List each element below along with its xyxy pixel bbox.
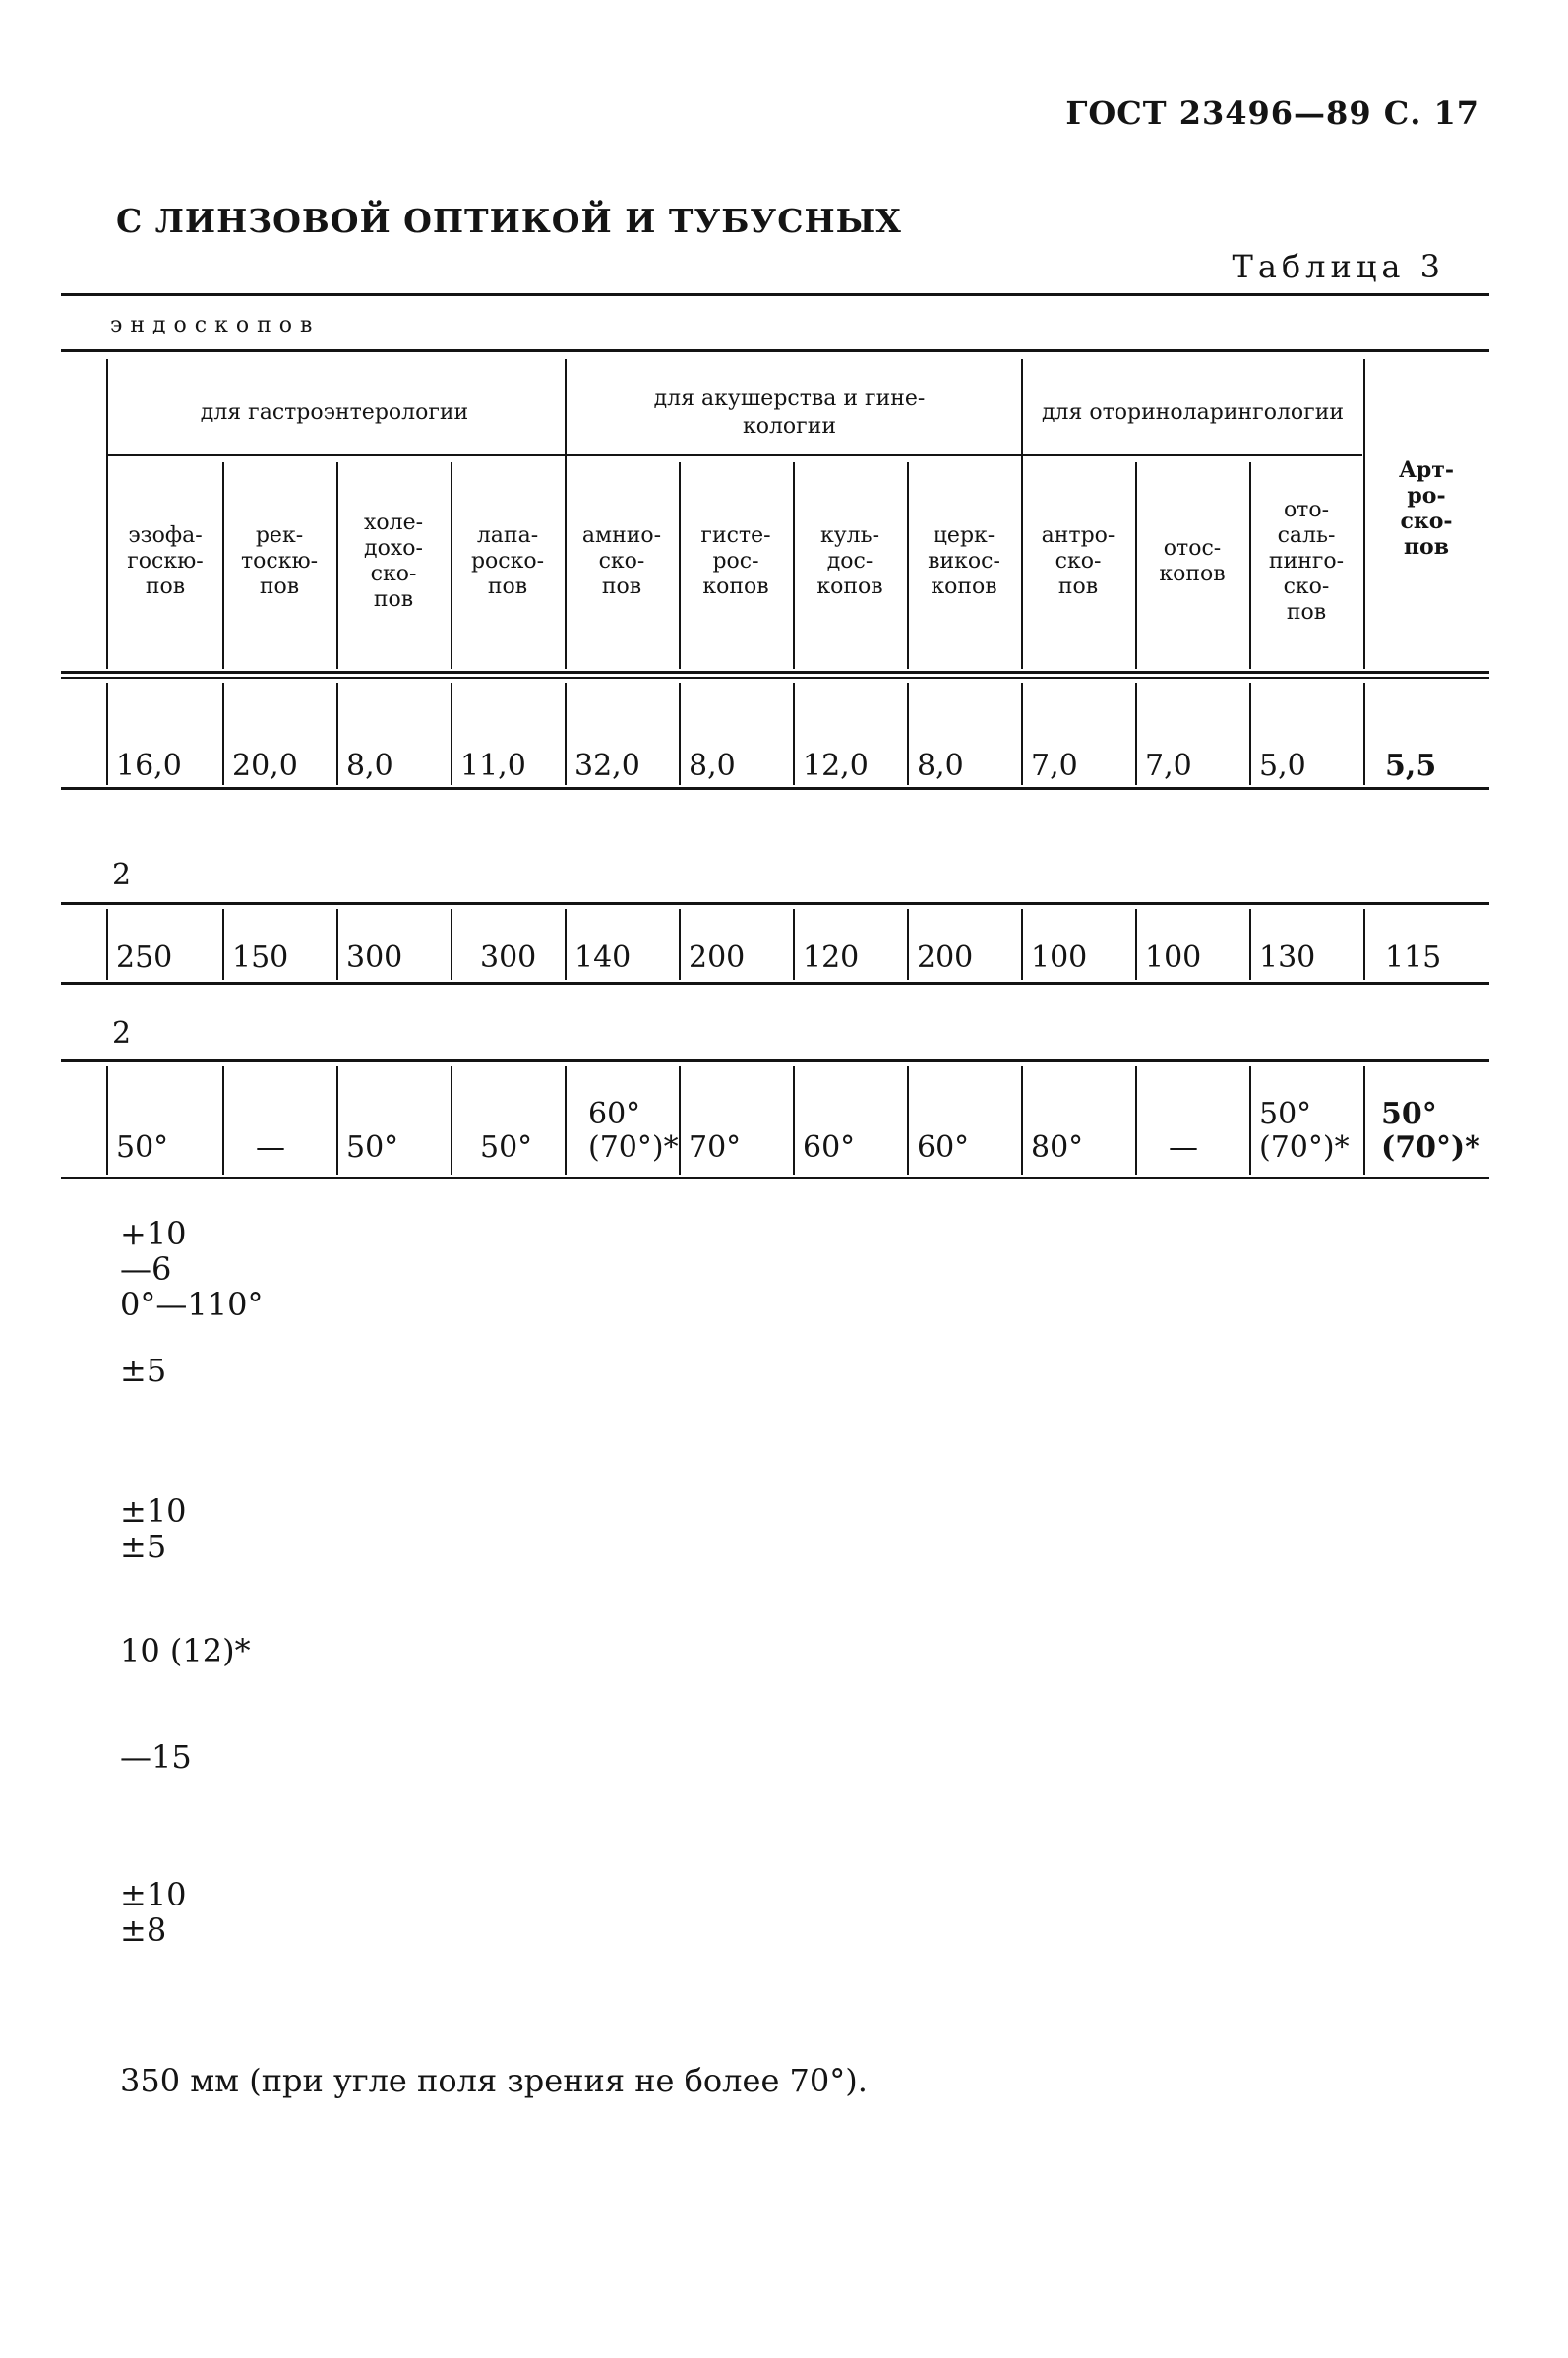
col-header-4: лапа- роско- пов bbox=[470, 523, 545, 599]
group-header-ent: для оториноларингологии bbox=[1041, 400, 1345, 425]
row2-vline bbox=[451, 909, 452, 980]
col-header-10: отос- копов bbox=[1159, 536, 1226, 586]
row-number: 2 bbox=[112, 858, 132, 892]
col-header-7: куль- дос- копов bbox=[816, 523, 883, 599]
table-cell: 32,0 bbox=[574, 749, 640, 783]
header-vline bbox=[679, 462, 681, 669]
row1-bottom-rule bbox=[61, 787, 1489, 790]
table-cell: 150 bbox=[232, 940, 289, 975]
row2-bottom-rule bbox=[61, 982, 1489, 985]
note-value-5: —15 bbox=[120, 1738, 192, 1776]
table-cell: — bbox=[256, 1130, 285, 1165]
table-cell: 7,0 bbox=[1031, 749, 1078, 783]
table-cell: 60° bbox=[917, 1130, 970, 1165]
table-cell: 12,0 bbox=[803, 749, 869, 783]
table-cell: 80° bbox=[1031, 1130, 1084, 1165]
table-cell: 250 bbox=[116, 940, 173, 975]
row3-vline bbox=[1135, 1066, 1137, 1175]
table-cell: 60° (70°)* bbox=[588, 1097, 679, 1165]
table-cell: 140 bbox=[574, 940, 632, 975]
header-bottom-rule bbox=[61, 671, 1489, 674]
col-header-8: церк- викос- копов bbox=[928, 523, 1000, 599]
row3-vline bbox=[565, 1066, 567, 1175]
header-vline bbox=[793, 462, 795, 669]
note-tolerance-2: ±5 bbox=[120, 1352, 167, 1389]
table-cell: 8,0 bbox=[689, 749, 736, 783]
table-cell: 200 bbox=[689, 940, 746, 975]
table-cell: — bbox=[1169, 1130, 1198, 1165]
table-cell: 16,0 bbox=[116, 749, 182, 783]
table-subtitle: эндоскопов bbox=[110, 313, 321, 337]
note-tolerance-3: ±10 ±5 bbox=[120, 1492, 187, 1565]
header-vline bbox=[1363, 359, 1365, 669]
header-vline bbox=[451, 462, 452, 669]
table-cell: 200 bbox=[917, 940, 974, 975]
col-header-12: Арт- ро- ско- пов bbox=[1398, 457, 1455, 560]
row1-vline bbox=[1363, 683, 1365, 785]
table-label: Таблица 3 bbox=[1232, 248, 1445, 285]
note-tolerance-6: ±10 ±8 bbox=[120, 1876, 187, 1949]
header-vline bbox=[1021, 359, 1023, 669]
col-header-9: антро- ско- пов bbox=[1041, 523, 1116, 599]
page-header-code: ГОСТ 23496—89 С. 17 bbox=[1065, 94, 1479, 132]
header-vline bbox=[336, 462, 338, 669]
table-cell: 50° (70°)* bbox=[1381, 1097, 1480, 1165]
table-cell: 8,0 bbox=[917, 749, 964, 783]
header-vline bbox=[106, 359, 108, 669]
row2-vline bbox=[1363, 909, 1365, 980]
note-value-4: 10 (12)* bbox=[120, 1632, 251, 1669]
group-header-gastro: для гастроэнтерологии bbox=[200, 400, 469, 425]
table-cell: 100 bbox=[1031, 940, 1088, 975]
header-vline bbox=[1249, 462, 1251, 669]
table-cell: 300 bbox=[346, 940, 403, 975]
col-header-1: эзофа- госкю- пов bbox=[127, 523, 204, 599]
row3-vline bbox=[451, 1066, 452, 1175]
table-cell: 50° bbox=[116, 1130, 169, 1165]
table-cell: 5,0 bbox=[1259, 749, 1306, 783]
note-tolerance-1: +10 —6 0°—110° bbox=[120, 1215, 264, 1323]
row3-top-rule bbox=[61, 1059, 1489, 1062]
header-bottom-rule-2 bbox=[61, 677, 1489, 679]
header-vline bbox=[222, 462, 224, 669]
col-header-6: гисте- рос- копов bbox=[700, 523, 771, 599]
table-cell: 130 bbox=[1259, 940, 1316, 975]
row3-vline bbox=[1363, 1066, 1365, 1175]
col-header-5: амнио- ско- пов bbox=[581, 523, 662, 599]
table-top-rule bbox=[61, 293, 1489, 296]
table-cell: 70° bbox=[689, 1130, 742, 1165]
group-sub-rule bbox=[108, 454, 1362, 456]
section-heading: С ЛИНЗОВОЙ ОПТИКОЙ И ТУБУСНЫХ bbox=[116, 202, 902, 240]
table-cell: 50° bbox=[480, 1130, 533, 1165]
row-number: 2 bbox=[112, 1016, 132, 1051]
header-rule bbox=[61, 349, 1489, 352]
table-cell: 120 bbox=[803, 940, 860, 975]
table-cell: 50° (70°)* bbox=[1259, 1097, 1350, 1165]
row3-vline bbox=[222, 1066, 224, 1175]
col-header-3: холе- дохо- ско- пов bbox=[363, 511, 424, 612]
table-cell: 11,0 bbox=[460, 749, 526, 783]
header-vline bbox=[907, 462, 909, 669]
table-cell: 115 bbox=[1385, 940, 1442, 975]
table-cell: 60° bbox=[803, 1130, 856, 1165]
row2-top-rule bbox=[61, 902, 1489, 905]
table-cell: 20,0 bbox=[232, 749, 298, 783]
table-cell: 300 bbox=[480, 940, 537, 975]
table-cell: 7,0 bbox=[1145, 749, 1192, 783]
col-header-11: ото- саль- пинго- ско- пов bbox=[1268, 498, 1345, 625]
table-cell: 8,0 bbox=[346, 749, 393, 783]
table-cell: 100 bbox=[1145, 940, 1202, 975]
header-vline bbox=[565, 359, 567, 669]
table-cell: 50° bbox=[346, 1130, 399, 1165]
group-header-obstetrics: для акушерства и гине- кологии bbox=[653, 387, 926, 439]
header-vline bbox=[1135, 462, 1137, 669]
col-header-2: рек- тоскю- пов bbox=[240, 523, 319, 599]
footnote: 350 мм (при угле поля зрения не более 70°). bbox=[120, 2062, 868, 2099]
table-bottom-rule bbox=[61, 1177, 1489, 1179]
table-cell: 5,5 bbox=[1385, 749, 1437, 783]
